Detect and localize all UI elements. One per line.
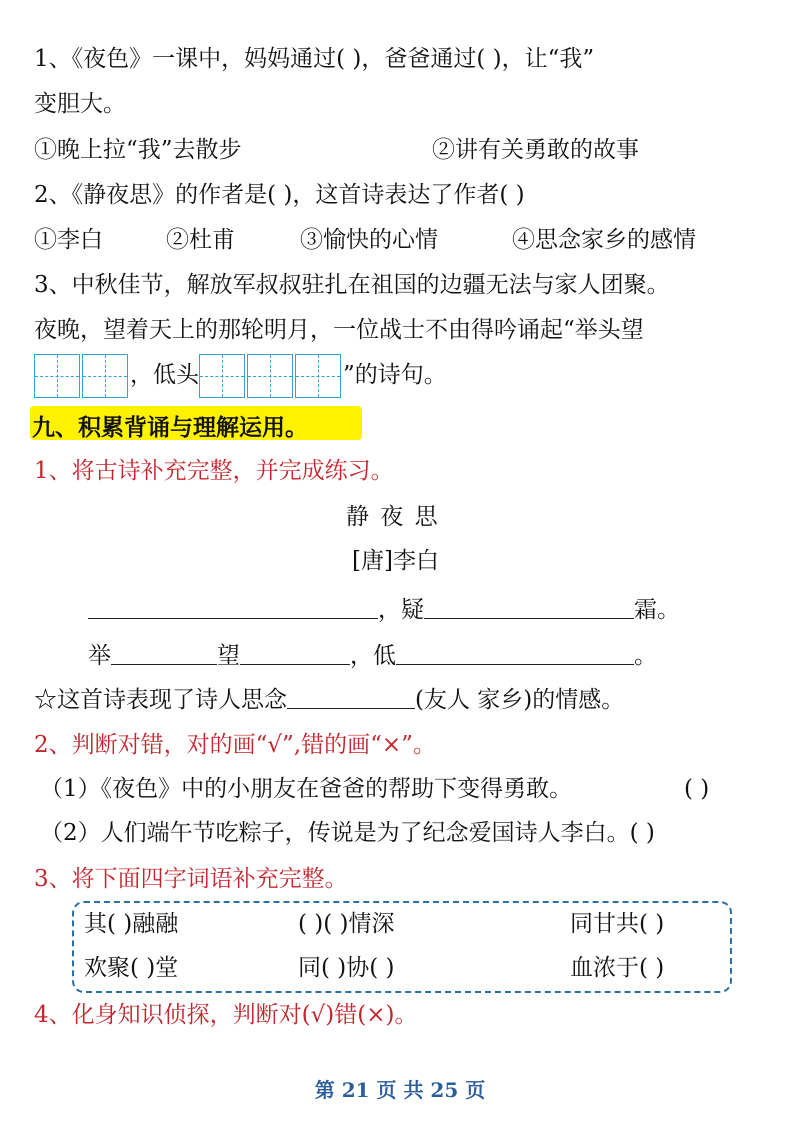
q1-option1: ①晚上拉“我”去散步 <box>34 137 242 163</box>
word-item: 其( )融融 <box>84 911 179 937</box>
q1-line1: 1、《夜色》一课中，妈妈通过( )，爸爸通过( )，让“我” <box>34 46 595 72</box>
s2-item1-paren[interactable]: ( ) <box>684 776 710 802</box>
poem-text: 举 <box>88 643 111 669</box>
poem-text: ，疑 <box>378 597 424 623</box>
q3-end-text: ”的诗句。 <box>343 362 447 388</box>
section-heading <box>30 406 360 442</box>
writing-grid-box[interactable] <box>247 354 293 398</box>
writing-grid-box[interactable] <box>295 354 341 398</box>
s3-title: 3、将下面四字词语补充完整。 <box>34 866 348 892</box>
word-item: 欢聚( )堂 <box>84 955 179 981</box>
q2-option4: ④思念家乡的感情 <box>512 227 696 253</box>
q1-option2: ②讲有关勇敢的故事 <box>432 137 639 163</box>
poem-line2 <box>88 640 657 671</box>
writing-grid-box[interactable] <box>34 354 80 398</box>
s1-title: 1、将古诗补充完整，并完成练习。 <box>34 458 394 484</box>
q3-line3 <box>34 352 447 398</box>
answer-blank[interactable] <box>287 684 415 709</box>
poem-line1 <box>88 594 680 625</box>
poem-blank[interactable] <box>396 640 634 665</box>
poem-blank[interactable] <box>424 594 634 619</box>
section-title: 九、积累背诵与理解运用。 <box>32 414 308 441</box>
word-item: 同( )协( ) <box>298 955 395 981</box>
poem-title: 静 夜 思 <box>346 504 440 530</box>
poem-blank[interactable] <box>88 594 378 619</box>
word-item: 血浓于( ) <box>570 955 665 981</box>
poem-text: 。 <box>634 643 657 669</box>
q3-line2: 夜晚，望着天上的那轮明月，一位战士不由得吟诵起“举头望 <box>34 317 644 343</box>
word-item: ( )( )情深 <box>298 911 395 937</box>
q2-option1: ①李白 <box>34 227 103 253</box>
s2-item2: （2）人们端午节吃粽子，传说是为了纪念爱国诗人李白。( ) <box>40 820 655 846</box>
writing-grid-box[interactable] <box>82 354 128 398</box>
q2-line1: 2、《静夜思》的作者是( )，这首诗表达了作者( ) <box>34 182 525 208</box>
poem-text: 霜。 <box>634 597 680 623</box>
s4-title: 4、化身知识侦探，判断对(√)错(×)。 <box>34 1002 418 1028</box>
q3-line1: 3、中秋佳节，解放军叔叔驻扎在祖国的边疆无法与家人团聚。 <box>34 272 670 298</box>
poem-text: ，低 <box>350 643 396 669</box>
writing-grid-box[interactable] <box>199 354 245 398</box>
s2-item1: （1）《夜色》中的小朋友在爸爸的帮助下变得勇敢。 <box>40 776 573 802</box>
poem-author: [唐]李白 <box>352 548 439 574</box>
s1-question-text: ☆这首诗表现了诗人思念 <box>34 687 287 713</box>
poem-text: 望 <box>217 643 240 669</box>
q3-mid-text: ，低头 <box>130 362 199 388</box>
q2-option2: ②杜甫 <box>166 227 235 253</box>
s1-question <box>34 684 624 715</box>
word-item: 同甘共( ) <box>570 911 665 937</box>
s2-title: 2、判断对错，对的画“√”,错的画“×”。 <box>34 732 436 758</box>
q2-option3: ③愉快的心情 <box>300 227 438 253</box>
poem-blank[interactable] <box>240 640 350 665</box>
s1-question-text: (友人 家乡)的情感。 <box>415 687 625 713</box>
q1-line2: 变胆大。 <box>34 91 126 117</box>
page-number: 第 21 页 共 25 页 <box>314 1078 486 1102</box>
poem-blank[interactable] <box>111 640 217 665</box>
